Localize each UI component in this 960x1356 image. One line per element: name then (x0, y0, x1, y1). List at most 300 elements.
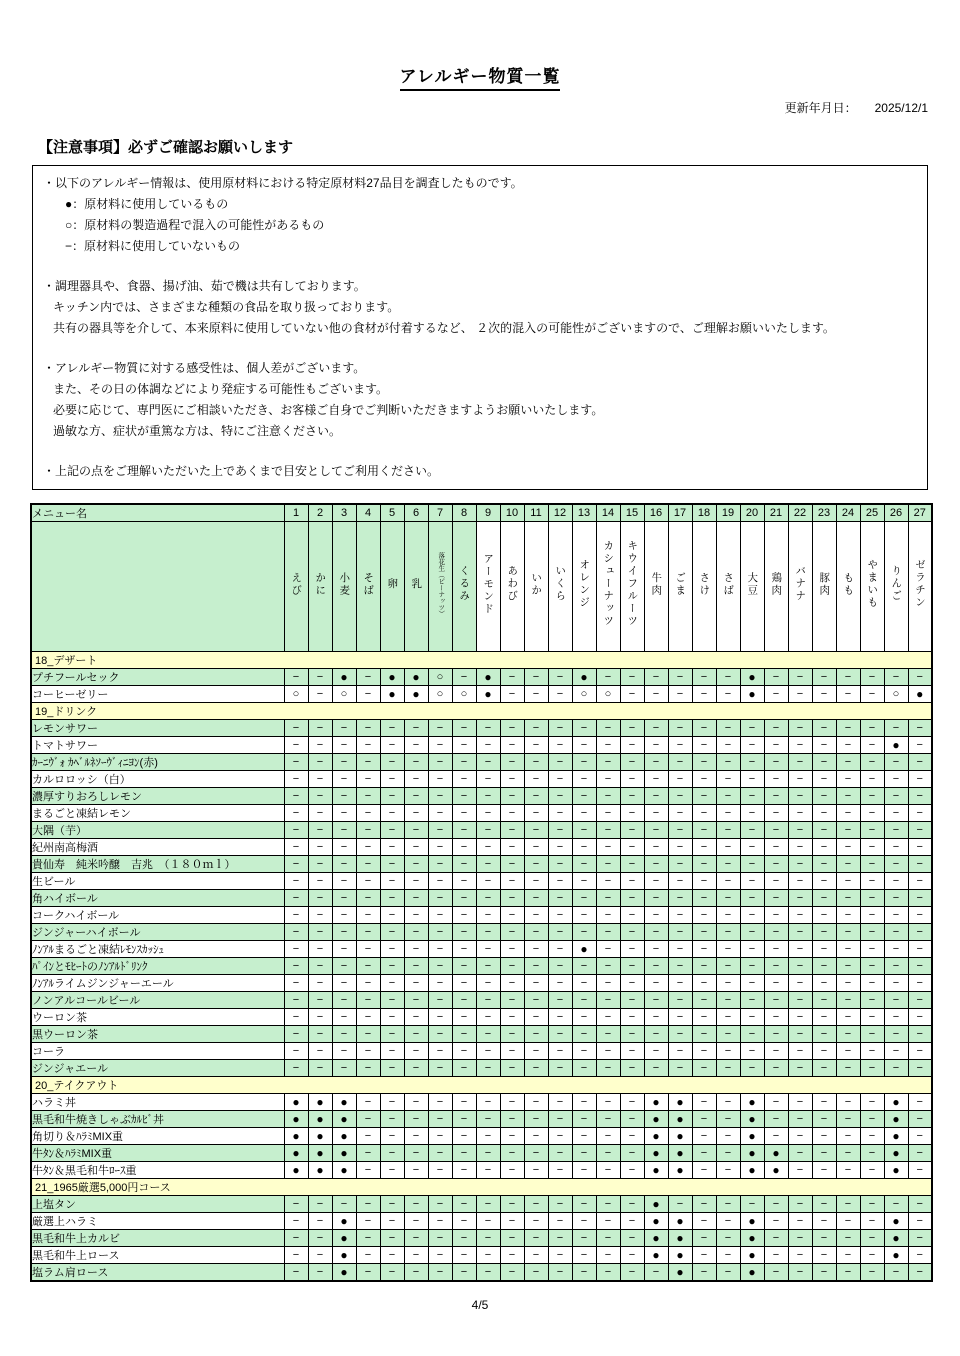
mark-none-cell: − (716, 1009, 740, 1026)
mark-none-cell: − (812, 1060, 836, 1077)
menu-name-cell: 紀州南高梅酒 (31, 839, 284, 856)
mark-none-cell: − (908, 1162, 932, 1179)
mark-none-cell: − (836, 941, 860, 958)
mark-none-cell: − (524, 1043, 548, 1060)
mark-none-cell: − (836, 754, 860, 771)
mark-none-cell: − (332, 805, 356, 822)
mark-none-cell: − (836, 788, 860, 805)
mark-none-cell: − (908, 1230, 932, 1247)
menu-name-cell: ウーロン茶 (31, 1009, 284, 1026)
mark-none-cell: − (884, 1264, 908, 1282)
allergen-name-cell (548, 522, 572, 652)
allergen-name-cell (692, 522, 716, 652)
mark-none-cell: − (596, 1247, 620, 1264)
mark-none-cell: − (452, 1094, 476, 1111)
mark-none-cell: − (692, 720, 716, 737)
mark-none-cell: − (500, 958, 524, 975)
mark-none-cell: − (356, 1230, 380, 1247)
allergen-name-text: さば (722, 571, 735, 597)
mark-none-cell: − (452, 1043, 476, 1060)
mark-none-cell: − (620, 975, 644, 992)
mark-none-cell: − (620, 907, 644, 924)
mark-none-cell: − (716, 924, 740, 941)
mark-used-cell: ● (332, 1213, 356, 1230)
mark-none-cell: − (452, 856, 476, 873)
note-line: ・上記の点をご理解いただいた上であくまで目安としてご利用ください。 (43, 464, 440, 478)
mark-none-cell: − (908, 975, 932, 992)
mark-none-cell: − (524, 1145, 548, 1162)
mark-none-cell: − (548, 805, 572, 822)
mark-none-cell: − (908, 992, 932, 1009)
mark-none-cell: − (692, 686, 716, 703)
mark-none-cell: − (668, 720, 692, 737)
mark-used-cell: ● (308, 1162, 332, 1179)
mark-none-cell: − (860, 873, 884, 890)
mark-none-cell: − (380, 1145, 404, 1162)
mark-none-cell: − (404, 1213, 428, 1230)
mark-none-cell: − (908, 788, 932, 805)
mark-none-cell: − (860, 754, 884, 771)
column-number-cell: 22 (788, 504, 812, 522)
mark-none-cell: − (428, 737, 452, 754)
mark-none-cell: − (380, 1060, 404, 1077)
notice-heading: 【注意事項】必ずご確認お願いします (38, 139, 294, 156)
mark-none-cell: − (572, 873, 596, 890)
mark-none-cell: − (572, 1213, 596, 1230)
menu-name-cell: 生ビール (31, 873, 284, 890)
mark-none-cell: − (284, 788, 308, 805)
allergen-name-text: ごま (674, 571, 687, 597)
mark-none-cell: − (548, 1196, 572, 1213)
mark-none-cell: − (428, 1094, 452, 1111)
mark-none-cell: − (596, 1111, 620, 1128)
mark-none-cell: − (692, 1128, 716, 1145)
mark-none-cell: − (764, 788, 788, 805)
mark-none-cell: − (548, 754, 572, 771)
allergen-name-cell (308, 522, 332, 652)
mark-none-cell: − (356, 686, 380, 703)
allergen-name-text: そば (362, 571, 375, 597)
mark-none-cell: − (404, 1026, 428, 1043)
mark-none-cell: − (644, 754, 668, 771)
mark-none-cell: − (596, 771, 620, 788)
mark-none-cell: − (428, 1264, 452, 1282)
menu-row (31, 1026, 932, 1043)
mark-none-cell: − (860, 1043, 884, 1060)
mark-none-cell: − (812, 1247, 836, 1264)
mark-none-cell: − (668, 958, 692, 975)
mark-none-cell: − (524, 771, 548, 788)
mark-none-cell: − (332, 975, 356, 992)
mark-none-cell: − (812, 1009, 836, 1026)
mark-none-cell: − (428, 907, 452, 924)
mark-none-cell: − (500, 669, 524, 686)
mark-none-cell: − (404, 1230, 428, 1247)
mark-none-cell: − (332, 754, 356, 771)
mark-none-cell: − (500, 1213, 524, 1230)
mark-none-cell: − (884, 890, 908, 907)
mark-none-cell: − (596, 1128, 620, 1145)
mark-none-cell: − (308, 1264, 332, 1282)
mark-none-cell: − (332, 1009, 356, 1026)
mark-none-cell: − (644, 958, 668, 975)
mark-none-cell: − (452, 822, 476, 839)
mark-none-cell: − (404, 805, 428, 822)
menu-name-cell: プチフールセック (31, 669, 284, 686)
menu-row (31, 975, 932, 992)
mark-none-cell: − (380, 737, 404, 754)
mark-none-cell: − (572, 1145, 596, 1162)
mark-none-cell: − (788, 788, 812, 805)
mark-none-cell: − (428, 788, 452, 805)
mark-none-cell: − (596, 822, 620, 839)
mark-none-cell: − (428, 1043, 452, 1060)
mark-none-cell: − (452, 1247, 476, 1264)
mark-none-cell: − (332, 907, 356, 924)
mark-none-cell: − (860, 1145, 884, 1162)
mark-none-cell: − (428, 805, 452, 822)
mark-none-cell: − (620, 669, 644, 686)
mark-none-cell: − (428, 1196, 452, 1213)
mark-none-cell: − (404, 1196, 428, 1213)
mark-none-cell: − (596, 924, 620, 941)
mark-none-cell: − (476, 1060, 500, 1077)
mark-none-cell: − (380, 1213, 404, 1230)
mark-none-cell: − (692, 924, 716, 941)
mark-none-cell: − (620, 1230, 644, 1247)
mark-none-cell: − (548, 839, 572, 856)
mark-none-cell: − (644, 890, 668, 907)
column-number-cell: 10 (500, 504, 524, 522)
mark-none-cell: − (788, 1111, 812, 1128)
mark-none-cell: − (668, 822, 692, 839)
mark-none-cell: − (428, 1162, 452, 1179)
mark-none-cell: − (860, 1009, 884, 1026)
mark-none-cell: − (380, 805, 404, 822)
mark-none-cell: − (860, 992, 884, 1009)
mark-none-cell: − (596, 1213, 620, 1230)
mark-used-cell: ● (644, 1230, 668, 1247)
mark-none-cell: − (284, 890, 308, 907)
mark-none-cell: − (764, 992, 788, 1009)
mark-none-cell: − (548, 771, 572, 788)
mark-none-cell: − (476, 941, 500, 958)
allergen-name-text: いか (530, 571, 543, 597)
column-number-cell: 11 (524, 504, 548, 522)
mark-none-cell: − (860, 839, 884, 856)
mark-none-cell: − (476, 958, 500, 975)
mark-none-cell: − (884, 669, 908, 686)
mark-none-cell: − (788, 720, 812, 737)
mark-none-cell: − (596, 1043, 620, 1060)
mark-none-cell: − (764, 1094, 788, 1111)
column-number-cell: 9 (476, 504, 500, 522)
mark-none-cell: − (836, 856, 860, 873)
allergen-name-text: えび (290, 571, 303, 597)
mark-none-cell: − (860, 1060, 884, 1077)
mark-none-cell: − (308, 1213, 332, 1230)
mark-none-cell: − (572, 992, 596, 1009)
mark-none-cell: − (596, 1230, 620, 1247)
mark-none-cell: − (572, 1162, 596, 1179)
mark-used-cell: ● (668, 1264, 692, 1282)
mark-none-cell: − (836, 1009, 860, 1026)
mark-none-cell: − (644, 1009, 668, 1026)
mark-none-cell: − (668, 839, 692, 856)
mark-none-cell: − (692, 1060, 716, 1077)
mark-none-cell: − (452, 720, 476, 737)
mark-none-cell: − (404, 822, 428, 839)
mark-none-cell: − (500, 737, 524, 754)
mark-none-cell: − (788, 754, 812, 771)
menu-name-cell: カルロロッシ（白） (31, 771, 284, 788)
mark-none-cell: − (428, 958, 452, 975)
mark-none-cell: − (788, 1196, 812, 1213)
allergen-name-text: オレンジ (578, 559, 591, 609)
menu-name-cell: コークハイボール (31, 907, 284, 924)
section-header-row (31, 1179, 932, 1196)
allergen-name-text: 卵 (386, 578, 399, 591)
mark-none-cell: − (452, 1213, 476, 1230)
mark-none-cell: − (452, 941, 476, 958)
mark-none-cell: − (524, 1230, 548, 1247)
mark-none-cell: − (620, 788, 644, 805)
mark-used-cell: ● (764, 1162, 788, 1179)
mark-none-cell: − (716, 771, 740, 788)
menu-name-cell: 牛ﾀﾝ＆ﾊﾗﾐMIX重 (31, 1145, 284, 1162)
mark-none-cell: − (908, 839, 932, 856)
mark-used-cell: ● (668, 1128, 692, 1145)
mark-none-cell: − (692, 805, 716, 822)
page-number: 4/5 (471, 1298, 489, 1312)
mark-none-cell: − (380, 1094, 404, 1111)
mark-none-cell: − (404, 1043, 428, 1060)
mark-none-cell: − (308, 1060, 332, 1077)
mark-none-cell: − (572, 839, 596, 856)
mark-none-cell: − (644, 975, 668, 992)
mark-none-cell: − (428, 771, 452, 788)
mark-none-cell: − (644, 1043, 668, 1060)
mark-none-cell: − (428, 839, 452, 856)
mark-none-cell: − (788, 822, 812, 839)
mark-none-cell: − (452, 1128, 476, 1145)
mark-none-cell: − (428, 1128, 452, 1145)
mark-none-cell: − (884, 1060, 908, 1077)
mark-used-cell: ● (308, 1111, 332, 1128)
mark-none-cell: − (596, 1026, 620, 1043)
mark-none-cell: − (884, 788, 908, 805)
mark-none-cell: − (404, 890, 428, 907)
mark-none-cell: − (908, 1094, 932, 1111)
mark-used-cell: ● (740, 1264, 764, 1282)
mark-none-cell: − (812, 1230, 836, 1247)
mark-none-cell: − (908, 1060, 932, 1077)
mark-none-cell: − (452, 873, 476, 890)
mark-none-cell: − (836, 720, 860, 737)
mark-none-cell: − (404, 1247, 428, 1264)
menu-name-cell: コーラ (31, 1043, 284, 1060)
mark-none-cell: − (524, 1264, 548, 1282)
mark-none-cell: − (740, 737, 764, 754)
allergen-name-text: あわび (506, 565, 519, 603)
mark-possible-cell: ○ (572, 686, 596, 703)
mark-none-cell: − (644, 1026, 668, 1043)
mark-none-cell: − (596, 1145, 620, 1162)
mark-none-cell: − (692, 1145, 716, 1162)
menu-row (31, 1128, 932, 1145)
mark-used-cell: ● (884, 1213, 908, 1230)
menu-name-cell: 濃厚すりおろしレモン (31, 788, 284, 805)
mark-none-cell: − (524, 1111, 548, 1128)
mark-none-cell: − (572, 907, 596, 924)
mark-none-cell: − (596, 958, 620, 975)
mark-none-cell: − (524, 737, 548, 754)
mark-none-cell: − (524, 686, 548, 703)
mark-none-cell: − (476, 1145, 500, 1162)
mark-none-cell: − (692, 941, 716, 958)
mark-none-cell: − (860, 1213, 884, 1230)
mark-none-cell: − (380, 1247, 404, 1264)
mark-none-cell: − (356, 1213, 380, 1230)
mark-none-cell: − (716, 754, 740, 771)
mark-none-cell: − (788, 839, 812, 856)
mark-none-cell: − (716, 958, 740, 975)
allergen-name-cell (620, 522, 644, 652)
mark-none-cell: − (476, 890, 500, 907)
mark-none-cell: − (404, 958, 428, 975)
mark-none-cell: − (572, 1196, 596, 1213)
mark-none-cell: − (308, 754, 332, 771)
menu-name-cell: ﾉﾝｱﾙまるごと凍結ﾚﾓﾝｽｶｯｼｭ (31, 941, 284, 958)
mark-none-cell: − (908, 822, 932, 839)
mark-none-cell: − (284, 1026, 308, 1043)
mark-none-cell: − (332, 788, 356, 805)
mark-none-cell: − (380, 822, 404, 839)
mark-none-cell: − (572, 1026, 596, 1043)
mark-none-cell: − (356, 1043, 380, 1060)
menu-row (31, 1111, 932, 1128)
mark-none-cell: − (716, 941, 740, 958)
mark-used-cell: ● (740, 1213, 764, 1230)
mark-none-cell: − (788, 856, 812, 873)
mark-none-cell: − (404, 992, 428, 1009)
mark-none-cell: − (836, 1230, 860, 1247)
mark-none-cell: − (404, 873, 428, 890)
mark-none-cell: − (596, 856, 620, 873)
mark-none-cell: − (380, 754, 404, 771)
menu-name-cell: ノンアルコールビール (31, 992, 284, 1009)
mark-none-cell: − (284, 924, 308, 941)
mark-none-cell: − (452, 771, 476, 788)
mark-none-cell: − (596, 1264, 620, 1282)
mark-none-cell: − (548, 1128, 572, 1145)
mark-none-cell: − (884, 873, 908, 890)
mark-none-cell: − (740, 907, 764, 924)
mark-none-cell: − (644, 839, 668, 856)
mark-none-cell: − (572, 1111, 596, 1128)
menu-row (31, 890, 932, 907)
mark-none-cell: − (476, 720, 500, 737)
mark-none-cell: − (380, 992, 404, 1009)
mark-none-cell: − (908, 1213, 932, 1230)
menu-row (31, 1213, 932, 1230)
mark-none-cell: − (596, 788, 620, 805)
menu-row (31, 771, 932, 788)
mark-none-cell: − (548, 1043, 572, 1060)
mark-none-cell: − (548, 856, 572, 873)
menu-name-cell: まるごと凍結レモン (31, 805, 284, 822)
allergen-name-text: やまいも (866, 559, 879, 609)
column-number-cell: 25 (860, 504, 884, 522)
notes-box (32, 165, 928, 490)
mark-none-cell: − (500, 856, 524, 873)
mark-none-cell: − (356, 771, 380, 788)
mark-none-cell: − (836, 1264, 860, 1282)
mark-none-cell: − (908, 1026, 932, 1043)
mark-none-cell: − (764, 839, 788, 856)
mark-none-cell: − (356, 1128, 380, 1145)
mark-none-cell: − (860, 686, 884, 703)
allergen-name-cell (380, 522, 404, 652)
mark-none-cell: − (740, 873, 764, 890)
mark-none-cell: − (644, 737, 668, 754)
menu-row (31, 924, 932, 941)
mark-none-cell: − (548, 822, 572, 839)
mark-none-cell: − (812, 941, 836, 958)
mark-used-cell: ● (644, 1196, 668, 1213)
mark-none-cell: − (572, 1128, 596, 1145)
mark-none-cell: − (428, 1026, 452, 1043)
mark-none-cell: − (908, 907, 932, 924)
column-number-cell: 3 (332, 504, 356, 522)
mark-none-cell: − (788, 941, 812, 958)
mark-none-cell: − (740, 754, 764, 771)
mark-none-cell: − (596, 754, 620, 771)
mark-none-cell: − (476, 873, 500, 890)
mark-none-cell: − (308, 1247, 332, 1264)
mark-none-cell: − (644, 856, 668, 873)
menu-name-header: メニュー名 (31, 504, 284, 522)
mark-none-cell: − (788, 686, 812, 703)
mark-used-cell: ● (332, 1145, 356, 1162)
mark-none-cell: − (812, 737, 836, 754)
mark-none-cell: − (428, 1213, 452, 1230)
mark-none-cell: − (284, 1009, 308, 1026)
mark-none-cell: − (812, 788, 836, 805)
mark-none-cell: − (356, 890, 380, 907)
section-title: 20_テイクアウト (31, 1077, 932, 1094)
mark-none-cell: − (548, 1094, 572, 1111)
mark-none-cell: − (860, 771, 884, 788)
mark-used-cell: ● (380, 686, 404, 703)
mark-none-cell: − (860, 720, 884, 737)
mark-none-cell: − (764, 720, 788, 737)
menu-name-cell: 上塩タン (31, 1196, 284, 1213)
allergen-name-text: かに (314, 571, 327, 597)
column-number-cell: 21 (764, 504, 788, 522)
mark-used-cell: ● (740, 1111, 764, 1128)
mark-none-cell: − (836, 890, 860, 907)
mark-none-cell: − (500, 992, 524, 1009)
menu-name-cell: 牛ﾀﾝ＆黒毛和牛ﾛｰｽ重 (31, 1162, 284, 1179)
column-number-cell: 19 (716, 504, 740, 522)
mark-none-cell: − (332, 737, 356, 754)
mark-none-cell: − (620, 1128, 644, 1145)
mark-none-cell: − (740, 822, 764, 839)
mark-none-cell: − (836, 1247, 860, 1264)
mark-none-cell: − (908, 771, 932, 788)
menu-row (31, 788, 932, 805)
